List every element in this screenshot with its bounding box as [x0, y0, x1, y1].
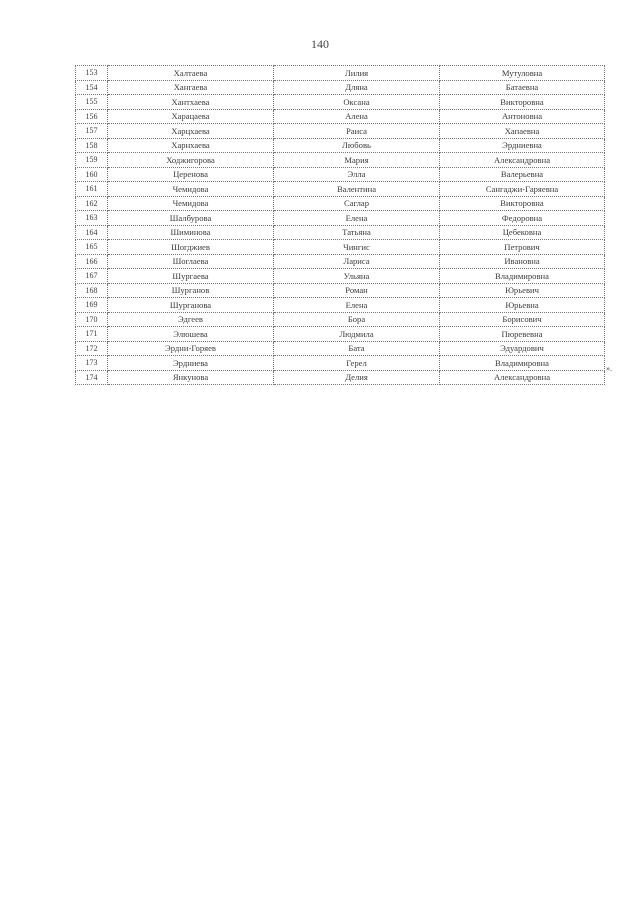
- row-number-cell: 163: [76, 211, 108, 226]
- closing-quote-mark: ».: [606, 364, 612, 373]
- patronymic-cell: Федоровна: [440, 211, 605, 226]
- first-name-cell: Ульяна: [274, 269, 440, 284]
- first-name-cell: Лилия: [274, 66, 440, 81]
- table-row: [76, 95, 605, 110]
- patronymic-cell: Цебековна: [440, 225, 605, 240]
- first-name-cell: Саглар: [274, 196, 440, 211]
- table-row: [76, 370, 605, 385]
- table-row: [76, 211, 605, 226]
- row-number-cell: 155: [76, 95, 108, 110]
- first-name-cell: Любовь: [274, 138, 440, 153]
- first-name-cell: Чингис: [274, 240, 440, 255]
- row-number-cell: 162: [76, 196, 108, 211]
- table-row: [76, 254, 605, 269]
- table-row: [76, 225, 605, 240]
- row-number-cell: 158: [76, 138, 108, 153]
- first-name-cell: Делия: [274, 370, 440, 385]
- row-number-cell: 159: [76, 153, 108, 168]
- row-number-cell: 161: [76, 182, 108, 197]
- last-name-cell: Чемидова: [108, 182, 274, 197]
- last-name-cell: Чемидова: [108, 196, 274, 211]
- table-row: [76, 167, 605, 182]
- last-name-cell: Шурганова: [108, 298, 274, 313]
- first-name-cell: Алена: [274, 109, 440, 124]
- last-name-cell: Церенова: [108, 167, 274, 182]
- row-number-cell: 172: [76, 341, 108, 356]
- first-name-cell: Оксана: [274, 95, 440, 110]
- table-row: [76, 138, 605, 153]
- patronymic-cell: Валерьевна: [440, 167, 605, 182]
- last-name-cell: Эрдниева: [108, 356, 274, 371]
- first-name-cell: Валентина: [274, 182, 440, 197]
- table-row: [76, 196, 605, 211]
- first-name-cell: Елена: [274, 298, 440, 313]
- last-name-cell: Янкунова: [108, 370, 274, 385]
- row-number-cell: 166: [76, 254, 108, 269]
- last-name-cell: Шургаева: [108, 269, 274, 284]
- table-row: [76, 283, 605, 298]
- last-name-cell: Шурганов: [108, 283, 274, 298]
- patronymic-cell: Мутуловна: [440, 66, 605, 81]
- table-row: [76, 356, 605, 371]
- patronymic-cell: Юрьевна: [440, 298, 605, 313]
- table-row: [76, 341, 605, 356]
- last-name-cell: Шогджиев: [108, 240, 274, 255]
- first-name-cell: Герел: [274, 356, 440, 371]
- table-row: [76, 327, 605, 342]
- first-name-cell: Роман: [274, 283, 440, 298]
- patronymic-cell: Александровна: [440, 370, 605, 385]
- patronymic-cell: Викторовна: [440, 95, 605, 110]
- page-number: 140: [311, 37, 329, 51]
- row-number-cell: 160: [76, 167, 108, 182]
- registry-table: [75, 65, 605, 385]
- first-name-cell: Людмила: [274, 327, 440, 342]
- row-number-cell: 171: [76, 327, 108, 342]
- patronymic-cell: Викторовна: [440, 196, 605, 211]
- first-name-cell: Елена: [274, 211, 440, 226]
- last-name-cell: Халтаева: [108, 66, 274, 81]
- first-name-cell: Бата: [274, 341, 440, 356]
- row-number-cell: 167: [76, 269, 108, 284]
- row-number-cell: 157: [76, 124, 108, 139]
- row-number-cell: 168: [76, 283, 108, 298]
- last-name-cell: Шалбурова: [108, 211, 274, 226]
- row-number-cell: 154: [76, 80, 108, 95]
- table-row: [76, 80, 605, 95]
- first-name-cell: Бора: [274, 312, 440, 327]
- last-name-cell: Эдгеев: [108, 312, 274, 327]
- last-name-cell: Эрдни-Горяев: [108, 341, 274, 356]
- patronymic-cell: Юрьевич: [440, 283, 605, 298]
- table-row: [76, 240, 605, 255]
- patronymic-cell: Борисович: [440, 312, 605, 327]
- table-row: [76, 298, 605, 313]
- first-name-cell: Элла: [274, 167, 440, 182]
- first-name-cell: Дляна: [274, 80, 440, 95]
- row-number-cell: 170: [76, 312, 108, 327]
- first-name-cell: Лариса: [274, 254, 440, 269]
- patronymic-cell: Ивановна: [440, 254, 605, 269]
- last-name-cell: Шоглаева: [108, 254, 274, 269]
- patronymic-cell: Петрович: [440, 240, 605, 255]
- table-row: [76, 153, 605, 168]
- last-name-cell: Харцхаева: [108, 124, 274, 139]
- patronymic-cell: Эрдниевна: [440, 138, 605, 153]
- last-name-cell: Хангаева: [108, 80, 274, 95]
- patronymic-cell: Александровна: [440, 153, 605, 168]
- table-row: [76, 269, 605, 284]
- patronymic-cell: Эдуардович: [440, 341, 605, 356]
- table-row: [76, 109, 605, 124]
- row-number-cell: 153: [76, 66, 108, 81]
- patronymic-cell: Сангаджи-Гаряевна: [440, 182, 605, 197]
- first-name-cell: Татьяна: [274, 225, 440, 240]
- row-number-cell: 156: [76, 109, 108, 124]
- row-number-cell: 173: [76, 356, 108, 371]
- registry-table-body: [76, 66, 605, 385]
- patronymic-cell: Хапаевна: [440, 124, 605, 139]
- row-number-cell: 174: [76, 370, 108, 385]
- patronymic-cell: Владимировна: [440, 269, 605, 284]
- table-row: [76, 66, 605, 81]
- patronymic-cell: Владимировна: [440, 356, 605, 371]
- table-row: [76, 312, 605, 327]
- last-name-cell: Элюшева: [108, 327, 274, 342]
- last-name-cell: Шиминова: [108, 225, 274, 240]
- last-name-cell: Харнхаева: [108, 138, 274, 153]
- table-row: [76, 124, 605, 139]
- last-name-cell: Хантхаева: [108, 95, 274, 110]
- last-name-cell: Харацаева: [108, 109, 274, 124]
- first-name-cell: Раиса: [274, 124, 440, 139]
- row-number-cell: 169: [76, 298, 108, 313]
- first-name-cell: Мария: [274, 153, 440, 168]
- row-number-cell: 164: [76, 225, 108, 240]
- patronymic-cell: Батаевна: [440, 80, 605, 95]
- patronymic-cell: Антоновна: [440, 109, 605, 124]
- last-name-cell: Ходжигорова: [108, 153, 274, 168]
- table-row: [76, 182, 605, 197]
- patronymic-cell: Пюревевна: [440, 327, 605, 342]
- row-number-cell: 165: [76, 240, 108, 255]
